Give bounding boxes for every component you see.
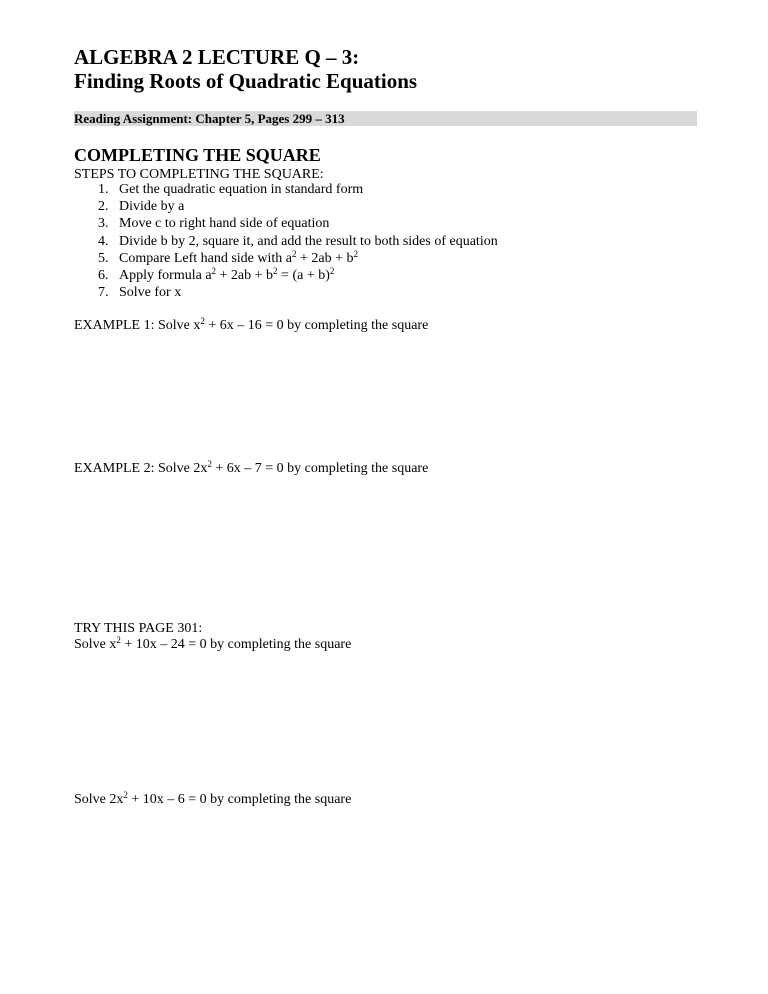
title-line-1: ALGEBRA 2 LECTURE Q – 3: (74, 45, 360, 69)
step-item (74, 181, 498, 198)
try-this-heading: TRY THIS PAGE 301: (74, 621, 203, 636)
try-problem-1: Solve $x^2 + 10x - 24 = 0$ by completing the square (74, 635, 352, 652)
step-number: 1. (98, 182, 109, 197)
step-item (74, 267, 498, 284)
example-1: EXAMPLE 1: Solve $x^2 + 6x - 16 = 0$ by completing the square (74, 316, 429, 333)
step-text: Solve for x (119, 285, 182, 301)
example-2: EXAMPLE 2: Solve $2x^2 + 6x - 7 = 0$ by completing the square (74, 459, 429, 476)
steps-list (74, 181, 498, 301)
try-problem-2: Solve $2x^2 + 10x - 6 = 0$ by completing the square (74, 790, 352, 807)
step-text: Divide by a (119, 199, 185, 215)
step-number: 5. (98, 250, 109, 266)
reading-assignment: Reading Assignment: Chapter 5, Pages 299 – 313 (74, 111, 345, 126)
step-item (74, 215, 498, 232)
step-text: Apply formula $a^2 + 2ab + b^2 = (a + b)^2$ (119, 266, 335, 284)
section-heading: COMPLETING THE SQUARE (74, 145, 321, 165)
step-number: 3. (98, 216, 109, 232)
step-number: 6. (98, 268, 109, 284)
step-text: Compare Left hand side with $a^2 + 2ab + b^2$ (119, 248, 359, 266)
step-item (74, 284, 498, 301)
page-title (74, 45, 417, 93)
step-item (74, 233, 498, 250)
step-text: Divide b by 2, square it, and add the result to both sides of equation (119, 233, 498, 249)
step-number: 7. (98, 285, 109, 301)
step-item (74, 250, 498, 267)
step-text: Move c to right hand side of equation (119, 216, 330, 232)
step-number: 2. (98, 199, 109, 215)
step-text: Get the quadratic equation in standard form (119, 182, 364, 197)
title-line-2: Finding Roots of Quadratic Equations (74, 69, 418, 93)
step-item (74, 198, 498, 215)
step-number: 4. (98, 233, 109, 249)
steps-heading: STEPS TO COMPLETING THE SQUARE: (74, 167, 324, 182)
